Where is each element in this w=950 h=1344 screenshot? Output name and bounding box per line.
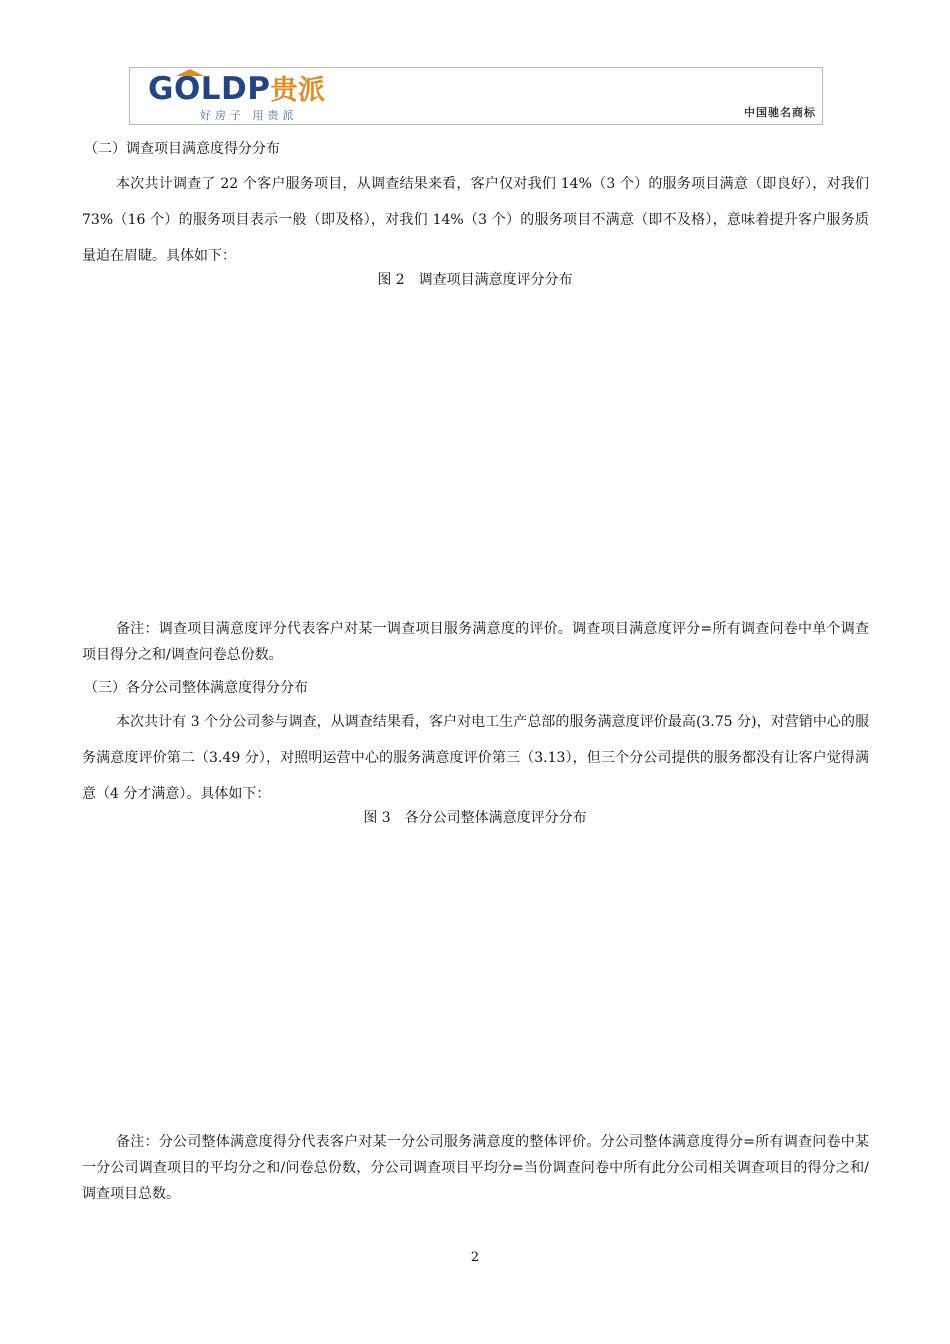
section-3-heading: （三）各分公司整体满意度得分分布 <box>84 680 308 696</box>
figure-3-caption: 图 3 各分公司整体满意度评分分布 <box>363 810 587 826</box>
section-2-heading: （二）调查项目满意度得分分布 <box>84 141 280 157</box>
logo-wordmark <box>148 72 326 108</box>
section-2-paragraph: 本次共计调查了 22 个客户服务项目，从调查结果来看，客户仅对我们 14%（3 个）的服务项目满意（即良好），对我们 73%（16 个）的服务项目表示一般（即及格），对我们 14%（3 个）的服务项目不满意（即不及格），意味着提升客户服务质量迫在眉睫。具体如下： <box>82 176 869 264</box>
section-3-note: 备注：分公司整体满意度得分代表客户对某一分公司服务满意度的整体评价。分公司整体满意度得分=所有调查问卷中某一分公司调查项目的平均分之和/问卷总份数，分公司调查项目平均分=当份调查问卷中所有此分公司相关调查项目的得分之和/调查项目总数。 <box>82 1134 869 1202</box>
logo-latin: GOLDP <box>148 71 271 107</box>
figure-3-area <box>82 834 869 1124</box>
trademark-text: 中国驰名商标 <box>744 106 816 119</box>
company-logo <box>148 72 326 120</box>
figure-2-caption: 图 2 调查项目满意度评分分布 <box>377 272 573 288</box>
section-2-note: 备注：调查项目满意度评分代表客户对某一调查项目服务满意度的评价。调查项目满意度评分=所有调查问卷中单个调查项目得分之和/调查问卷总份数。 <box>82 621 869 663</box>
page-number: 2 <box>470 1250 480 1265</box>
logo-slogan: 好房子 用贵派 <box>200 109 298 122</box>
figure-2-area <box>82 296 869 606</box>
section-3-paragraph: 本次共计有 3 个分公司参与调查，从调查结果看，客户对电工生产总部的服务满意度评价最高(3.75 分)，对营销中心的服务满意度评价第二（3.49 分），对照明运营中心的服务满意度评价第三（3.13），但三个分公司提供的服务都没有让客户觉得满意（4 分才满意）。具体如下： <box>82 714 869 802</box>
logo-roof-icon <box>176 69 204 76</box>
header-banner <box>129 67 823 125</box>
logo-chinese: 贵派 <box>270 75 326 106</box>
